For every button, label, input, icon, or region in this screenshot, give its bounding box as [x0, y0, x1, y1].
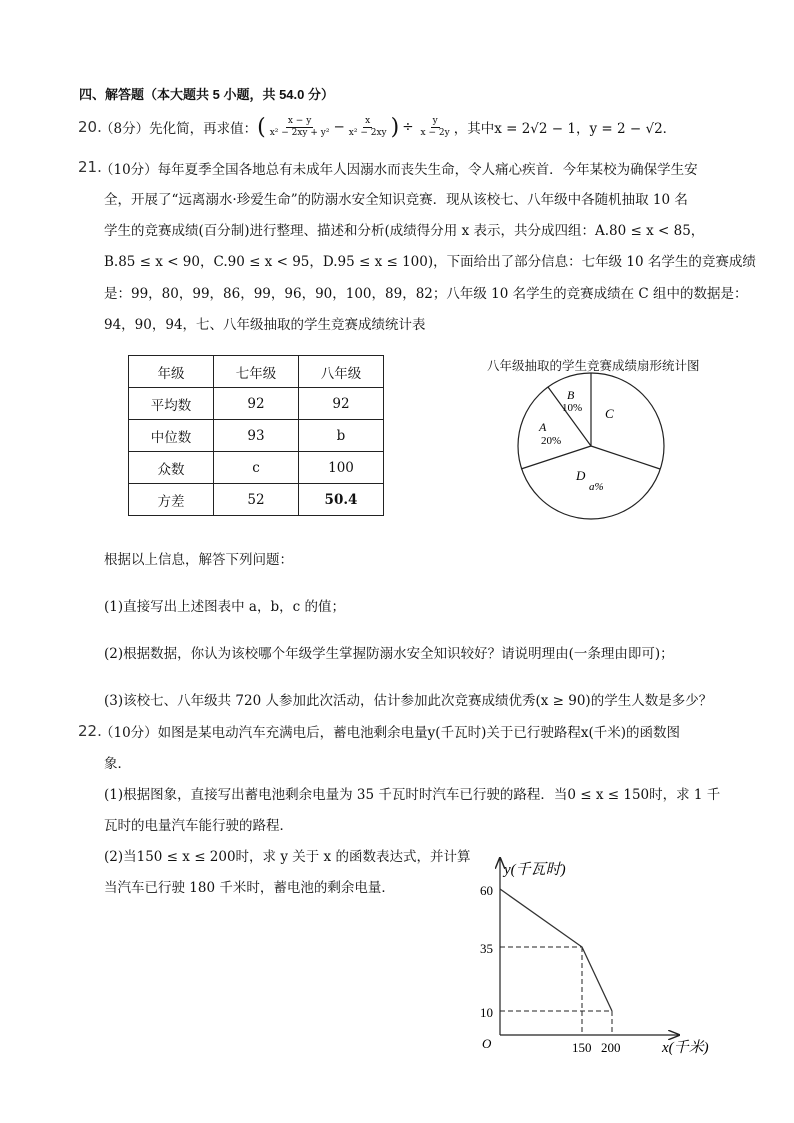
table-header-cell: 八年级	[299, 356, 384, 388]
table-cell: 93	[214, 420, 299, 452]
pie-pct-b: 10%	[562, 402, 583, 414]
origin-label: O	[482, 1036, 492, 1051]
frac3-numerator: y	[432, 115, 438, 126]
x-tick-label: 150	[572, 1040, 592, 1055]
q20-intro: （8分）先化简，再求值：	[100, 121, 258, 137]
q22-sub-1a: (1)根据图象，直接写出蓄电池剩余电量为 35 千瓦时时汽车已行驶的路程．当0 ≤ x ≤ 150时，求 1 千	[104, 787, 721, 803]
pie-label-d: D	[576, 468, 586, 483]
table-cell: 方差	[129, 484, 214, 516]
table-row	[129, 484, 384, 516]
table-cell: 50.4	[299, 484, 384, 516]
frac2-numerator: x	[365, 115, 371, 126]
q20-fraction-2	[347, 116, 389, 139]
q20-number: 20.	[78, 118, 102, 136]
q21-line-1: （10分）每年夏季全国各地总有未成年人因溺水而丧失生命，令人痛心疾首．今年某校为确保学生安	[100, 162, 698, 178]
x-tick-label: 200	[601, 1040, 621, 1055]
divide-sign: ÷	[402, 119, 414, 135]
table-cell: 中位数	[129, 420, 214, 452]
frac1-denominator: x² − 2xy + y²	[269, 127, 330, 138]
q21-line-2: 全，开展了“远离溺水·珍爱生命”的防溺水安全知识竞赛．现从该校七、八年级中各随机抽取 10 名	[104, 192, 688, 208]
frac3-denominator: x − 2y	[420, 127, 450, 138]
function-line	[500, 889, 612, 1011]
table-row	[129, 420, 384, 452]
function-graph	[472, 852, 722, 1062]
stats-table	[128, 355, 384, 516]
pie-divider	[591, 446, 660, 469]
table-cell: 52	[214, 484, 299, 516]
q20-body	[100, 112, 676, 142]
table-cell: 平均数	[129, 388, 214, 420]
y-tick-label: 35	[480, 941, 493, 956]
q21-line-3: 学生的竞赛成绩(百分制)进行整理、描述和分析(成绩得分用 x 表示，共分成四组：A.80 ≤ x < 85，	[104, 223, 705, 239]
q21-sub-1: (1)直接写出上述图表中 a，b，c 的值；	[104, 599, 345, 615]
paren-open: (	[257, 114, 266, 140]
q21-ask: 根据以上信息，解答下列问题：	[104, 552, 293, 568]
pie-pct-d: a%	[589, 481, 604, 493]
q21-line-6: 94，90，94，七、八年级抽取的学生竞赛成绩统计表	[104, 317, 426, 333]
y-tick-label: 10	[480, 1005, 493, 1020]
q20-condition: ，其中x = 2√2 − 1，y = 2 − √2．	[453, 121, 677, 137]
y-axis-label: y(千瓦时)	[504, 862, 566, 878]
q22-sub-1b: 瓦时的电量汽车能行驶的路程．	[104, 818, 293, 834]
table-header-cell: 七年级	[214, 356, 299, 388]
pie-label-c: C	[605, 406, 614, 421]
x-axis-label: x(千米)	[662, 1040, 709, 1056]
table-row	[129, 388, 384, 420]
q22-sub-2b: 当汽车已行驶 180 千米时，蓄电池的剩余电量．	[104, 880, 395, 896]
q20-fraction-3	[419, 116, 452, 139]
q21-number: 21.	[78, 158, 102, 176]
table-cell: 100	[299, 452, 384, 484]
y-tick-label: 60	[480, 883, 493, 898]
pie-label-a: A	[539, 420, 547, 434]
q21-line-4: B.85 ≤ x < 90，C.90 ≤ x < 95，D.95 ≤ x ≤ 100)，下面给出了部分信息：七年级 10 名学生的竞赛成绩	[104, 254, 756, 270]
paren-close: )	[390, 114, 400, 140]
q21-sub-2: (2)根据数据，你认为该校哪个年级学生掌握防溺水安全知识较好？请说明理由(一条理由即可)；	[104, 646, 674, 662]
q20-fraction-1	[268, 116, 332, 139]
table-cell: 92	[299, 388, 384, 420]
table-header-cell: 年级	[129, 356, 214, 388]
table-cell: 众数	[129, 452, 214, 484]
table-cell: c	[214, 452, 299, 484]
pie-chart	[505, 372, 675, 522]
q21-line-5: 是：99，80，99，86，99，96，90，100，89，82；八年级 10 名学生的竞赛成绩在 C 组中的数据是：	[104, 286, 748, 302]
pie-chart-title: 八年级抽取的学生竞赛成绩扇形统计图	[487, 359, 700, 373]
minus-sign: −	[333, 119, 345, 135]
table-row	[129, 452, 384, 484]
table-header-row	[129, 356, 384, 388]
pie-divider	[521, 446, 591, 469]
q22-line-1: （10分）如图是某电动汽车充满电后，蓄电池剩余电量y(千瓦时)关于已行驶路程x(千米)的函数图	[100, 725, 680, 741]
table-cell: 92	[214, 388, 299, 420]
section-heading: 四、解答题（本大题共 5 小题，共 54.0 分）	[79, 87, 334, 102]
q22-number: 22.	[78, 722, 102, 740]
q22-line-2: 象．	[104, 756, 131, 772]
pie-pct-a: 20%	[541, 435, 562, 447]
frac2-denominator: x² − 2xy	[348, 127, 387, 138]
frac1-numerator: x − y	[287, 115, 312, 126]
q22-sub-2a: (2)当150 ≤ x ≤ 200时，求 y 关于 x 的函数表达式，并计算	[104, 849, 471, 865]
q21-sub-3: (3)该校七、八年级共 720 人参加此次活动，估计参加此次竞赛成绩优秀(x ≥ 90)的学生人数是多少？	[104, 693, 713, 709]
table-cell: b	[299, 420, 384, 452]
pie-label-b: B	[567, 388, 575, 402]
